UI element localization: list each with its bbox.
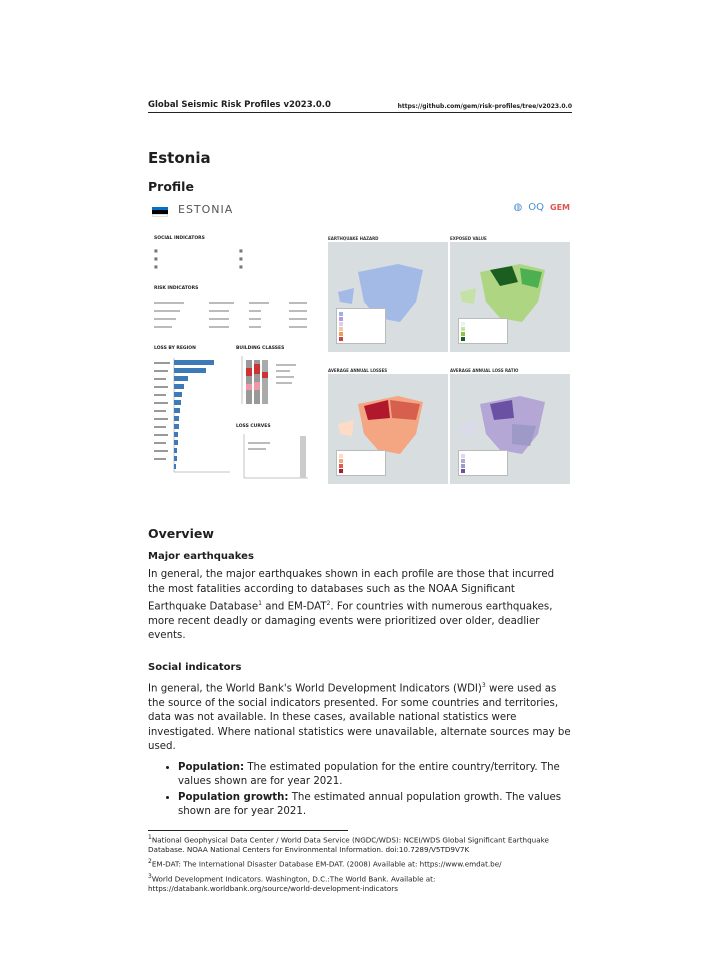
list-item: • Population: The estimated population for the entire country/territory. The values shown are for year 2021.: [178, 761, 572, 790]
social-indicators-label: SOCIAL INDICATORS: [154, 236, 205, 241]
logos: [514, 202, 570, 213]
map-average-annual-losses: [328, 374, 448, 484]
footnote-ref-2[interactable]: 2: [326, 600, 331, 607]
gem-logo: GEM: [550, 203, 570, 212]
building-classes-chart: [236, 354, 306, 414]
figure-country-name: ESTONIA: [178, 203, 234, 216]
major-earthquakes-heading: Major earthquakes: [148, 551, 254, 562]
map-legend: [458, 318, 508, 344]
header-url[interactable]: https://github.com/gem/risk-profiles/tree/v2023.0.0: [397, 103, 572, 110]
loss-by-region-chart: [154, 354, 234, 490]
oq-logo: OQ: [528, 202, 544, 213]
risk-indicators-table: [154, 294, 324, 334]
map-exposed-value: [450, 242, 570, 352]
map-legend: [336, 308, 386, 344]
footnote-1: $^1$National Geophysical Data Center / World Data Service (NGDC/WDS): NCEI/WDS Global Significant Earthquake Database. NOAA National Centers for Environmental Information. doi:10.7289/V5TD9V7K: [148, 833, 549, 855]
map-legend: [336, 450, 386, 476]
estonia-flag-icon: [152, 207, 168, 217]
overview-heading: Overview: [148, 526, 214, 541]
social-indicators-text: In general, the World Bank's World Development Indicators (WDI)$^3$ were used as the source of the social indicators presented. For some countries and territories, data was not available. In these cases, available national statistics were investigated. Where national statistics were unavailable, alternate sources may be used.: [148, 681, 571, 753]
loss-curves-label: LOSS CURVES: [236, 424, 271, 429]
running-header: [148, 100, 572, 113]
profile-figure: [148, 202, 572, 492]
globe-icon: ◍: [513, 202, 523, 213]
footnote-divider: [148, 830, 348, 831]
map-title-aalr: AVERAGE ANNUAL LOSS RATIO: [450, 368, 519, 373]
map-title-aal: AVERAGE ANNUAL LOSSES: [328, 368, 388, 373]
map-average-annual-loss-ratio: [450, 374, 570, 484]
profile-heading: Profile: [148, 179, 194, 194]
building-classes-label: BUILDING CLASSES: [236, 346, 285, 351]
indicator-list: [148, 761, 572, 820]
risk-indicators-label: RISK INDICATORS: [154, 286, 199, 291]
country-title: Estonia: [148, 149, 211, 167]
loss-by-region-label: LOSS BY REGION: [154, 346, 196, 351]
footnote-2: $^2$EM-DAT: The International Disaster Database EM-DAT. (2008) Available at: https://www.emdat.be/: [148, 858, 502, 869]
list-item: • Population growth: The estimated annual population growth. The values shown are for year 2021.: [178, 791, 572, 820]
map-title-hazard: EARTHQUAKE HAZARD: [328, 236, 379, 241]
social-indicators-grid: [154, 248, 324, 269]
map-legend: [458, 450, 508, 476]
social-indicators-heading: Social indicators: [148, 661, 242, 673]
header-title: Global Seismic Risk Profiles v2023.0.0: [148, 100, 331, 110]
map-title-exposed: EXPOSED VALUE: [450, 236, 487, 241]
loss-curves-chart: [236, 432, 316, 484]
footnote-ref-3[interactable]: 3: [481, 681, 486, 689]
major-earthquakes-text: In general, the major earthquakes shown in each profile are those that incurred the most fatalities according to databases such as the NOAA Significant Earthquake Database$^1$ and EM-DAT$^2$. For countries with numerous earthquakes, more recent deadly or damaging events were prioritized over older, deadlier events.: [148, 569, 555, 642]
map-earthquake-hazard: [328, 242, 448, 352]
document-page: [148, 100, 572, 894]
footnote-3: $^3$World Development Indicators. Washington, D.C.:The World Bank. Available at: https://databank.worldbank.org/source/world-development-indicators: [148, 872, 436, 893]
footnote-ref-1[interactable]: 1: [258, 600, 262, 607]
